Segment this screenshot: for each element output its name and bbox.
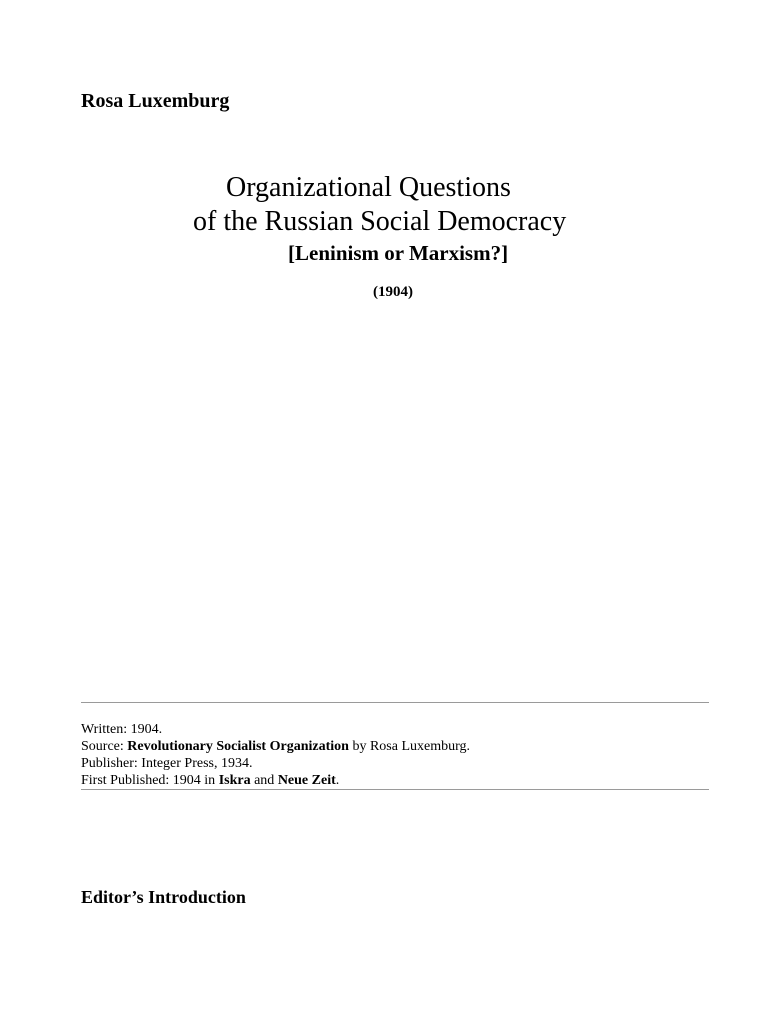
meta-source-label: Source: <box>81 739 128 754</box>
meta-and: and <box>250 773 278 788</box>
meta-publisher <box>81 755 470 772</box>
document-subtitle: [Leninism or Marxism?] <box>288 241 509 265</box>
meta-first-published-value: 1904 in <box>172 773 219 788</box>
meta-publication-iskra: Iskra <box>218 773 251 788</box>
meta-source-work: Revolutionary Socialist Organization <box>127 739 349 754</box>
meta-end: . <box>335 773 340 788</box>
divider-top <box>81 702 709 703</box>
section-heading: Editor’s Introduction <box>81 887 246 907</box>
meta-source <box>81 738 470 755</box>
meta-publisher-value: Integer Press, 1934. <box>141 756 253 771</box>
divider-bottom <box>81 789 709 790</box>
meta-written <box>81 721 470 738</box>
document-year: (1904) <box>373 284 413 300</box>
publication-metadata <box>81 721 470 789</box>
meta-written-value: 1904. <box>130 722 163 737</box>
meta-first-published <box>81 772 470 789</box>
meta-publication-neue-zeit: Neue Zeit <box>277 773 336 788</box>
meta-source-by: by Rosa Luxemburg. <box>348 739 471 754</box>
meta-written-label: Written: <box>81 722 131 737</box>
meta-first-published-label: First Published: <box>81 773 173 788</box>
author-name: Rosa Luxemburg <box>81 90 230 112</box>
title-line-2: of the Russian Social Democracy <box>193 206 567 237</box>
meta-publisher-label: Publisher: <box>81 756 142 771</box>
title-line-1: Organizational Questions <box>226 172 511 203</box>
